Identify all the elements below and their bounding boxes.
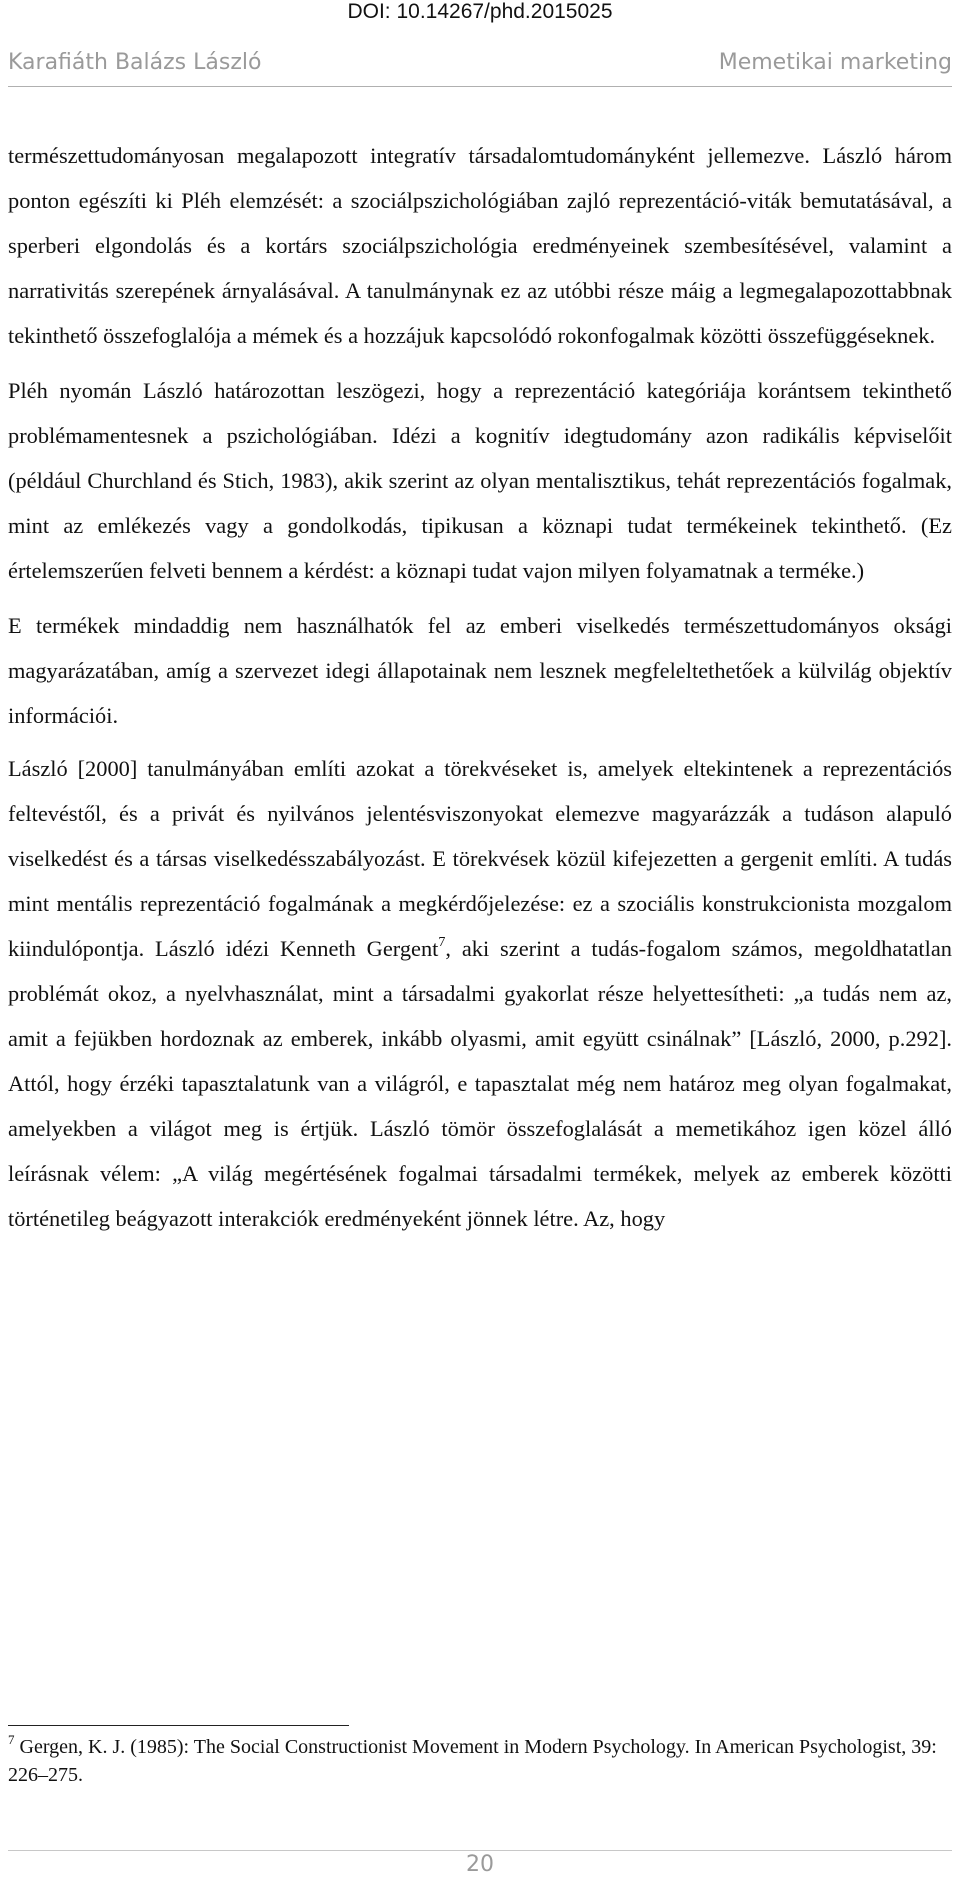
paragraph-4-part-1: László [2000] tanulmányában említi azokat a törekvéseket is, amelyek eltekintenek a reprezentációs feltevéstől, és a privát és nyilvános jelentésviszonyokat elemezve magyarázzák a tudáson alapuló viselkedést és a társas viselkedésszabályozást. E törekvések közül kifejezetten a gergenit említi. A tudás mint mentális reprezentáció fogalmának a megkérdőjelezése: ez a szociális konstrukcionista mozgalom kiindulópontja. László idézi Kenneth Gergent [8, 756, 952, 961]
paragraph-4-part-2: , aki szerint a tudás-fogalom számos, megoldhatatlan problémát okoz, a nyelvhasználat, mint a társadalmi gyakorlat része helyettesítheti: „a tudás nem az, amit a fejükben hordoznak az emberek, inkább olyasmi, amit együtt csinálnak” [László, 2000, p.292]. Attól, hogy érzéki tapasztalatunk van a világról, e tapasztalat még nem határoz meg olyan fogalmakat, amelyekben a világot meg is értjük. László tömör összefoglalását a memetikához igen közel álló leírásnak vélem: „A világ megértésének fogalmai társadalmi termékek, melyek az emberek közötti történetileg beágyazott interakciók eredményeként jönnek létre. Az, hogy [8, 936, 952, 1231]
footnote [8, 1733, 952, 1789]
doi-label: DOI: 10.14267/phd.2015025 [347, 0, 613, 23]
running-header [8, 50, 952, 86]
paragraph-3: E termékek mindaddig nem használhatók fel az emberi viselkedés természettudományos oksági magyarázatában, amíg a szervezet idegi állapotainak nem lesznek megfeleltethetőek a külvilág objektív információi. [8, 613, 952, 728]
paragraph-2: Pléh nyomán László határozottan leszögezi, hogy a reprezentáció kategóriája korántsem tekinthető problémamentesnek a pszichológiában. Idézi a kognitív idegtudomány azon radikális képviselőit (például Churchland és Stich, 1983), akik szerint az olyan mentalisztikus, tehát reprezentációs fogalmak, mint az emlékezés vagy a gondolkodás, tipikusan a köznapi tudat termékeinek tekinthető. (Ez értelemszerűen felveti bennem a kérdést: a köznapi tudat vajon milyen folyamatnak a terméke.) [8, 378, 952, 583]
header-author: Karafiáth Balázs László [8, 50, 262, 75]
paragraph-4 [8, 746, 952, 1241]
body-text [8, 133, 952, 1251]
header-divider [8, 86, 952, 87]
page-number: 20 [466, 1852, 494, 1877]
header-title: Memetikai marketing [718, 50, 952, 75]
footnote-marker: 7 [8, 1732, 15, 1747]
footer-divider [8, 1850, 952, 1851]
paragraph-1: természettudományosan megalapozott integratív társadalomtudományként jellemezve. László három ponton egészíti ki Pléh elemzését: a szociálpszichológiában zajló reprezentáció-viták bemutatásával, a sperberi elgondolás és a kortárs szociálpszichológia eredményeinek szembesítésével, valamint a narrativitás szerepének árnyalásával. A tanulmánynak ez az utóbbi része máig a legmegalapozottabbnak tekinthető összefoglalója a mémek és a hozzájuk kapcsolódó rokonfogalmak közötti összefüggéseknek. [8, 143, 952, 348]
footnote-reference[interactable]: 7 [438, 935, 446, 950]
footnote-text: Gergen, K. J. (1985): The Social Constructionist Movement in Modern Psychology. In American Psychologist, 39: 226–275. [8, 1736, 937, 1786]
footnote-divider [8, 1725, 349, 1726]
